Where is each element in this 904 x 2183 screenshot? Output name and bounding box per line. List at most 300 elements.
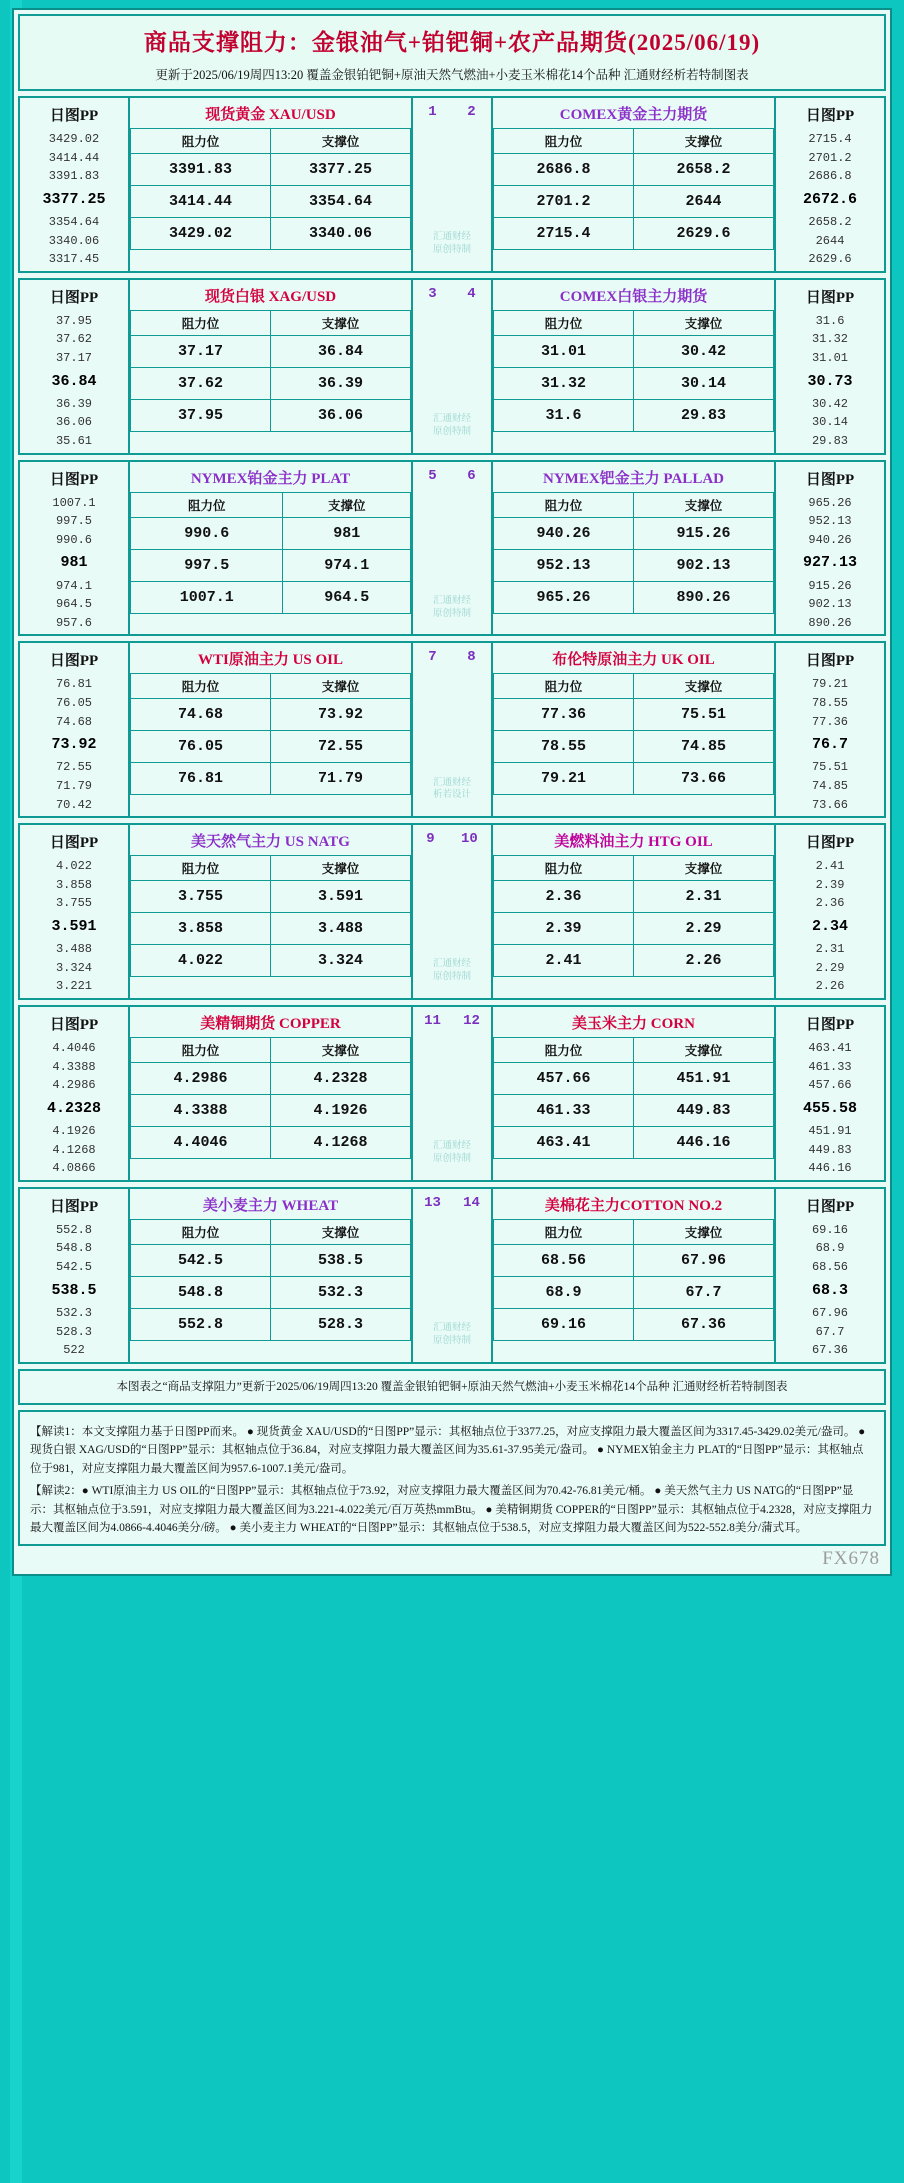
resist-cell: 31.32 xyxy=(494,367,634,399)
support-cell: 72.55 xyxy=(271,731,411,763)
resist-cell: 74.68 xyxy=(131,699,271,731)
instrument-panel-right xyxy=(491,98,776,271)
col-support: 支撑位 xyxy=(634,856,774,881)
pp-level: 2701.2 xyxy=(808,150,852,165)
pp-level: 2.29 xyxy=(815,960,845,975)
watermark-text: 汇通财经 原创特制 xyxy=(432,959,471,983)
resist-cell: 965.26 xyxy=(494,581,634,613)
pp-level: 1007.1 xyxy=(52,495,96,510)
instrument-panel-right xyxy=(491,1189,776,1362)
pp-level: 4.0866 xyxy=(52,1161,96,1176)
support-cell: 36.06 xyxy=(271,399,411,431)
table-row xyxy=(131,1095,411,1127)
levels-table xyxy=(130,128,411,250)
instrument-panel-left xyxy=(128,1007,413,1180)
support-cell: 3377.25 xyxy=(271,154,411,186)
pp-level: 35.61 xyxy=(55,434,92,449)
table-row xyxy=(131,1127,411,1159)
pp-level: 29.83 xyxy=(811,434,848,449)
block-index-column xyxy=(413,462,491,635)
block-number-left: 5 xyxy=(428,467,437,484)
block-number-right: 12 xyxy=(463,1013,480,1030)
instrument-title: 美燃料油主力 HTG OIL xyxy=(554,834,713,851)
resist-cell: 461.33 xyxy=(494,1095,634,1127)
table-row xyxy=(131,945,411,977)
pp-column-right xyxy=(776,462,884,635)
support-cell: 2.26 xyxy=(634,945,774,977)
pp-level: 76.05 xyxy=(55,696,92,711)
block-number-right: 6 xyxy=(467,467,476,484)
pp-level: 69.16 xyxy=(811,1222,848,1237)
resist-cell: 69.16 xyxy=(494,1308,634,1340)
pp-column-left xyxy=(20,1007,128,1180)
resist-cell: 2686.8 xyxy=(494,154,634,186)
block-number-left: 7 xyxy=(428,649,437,666)
pp-level: 2715.4 xyxy=(808,132,852,146)
support-cell: 3.324 xyxy=(271,945,411,977)
pp-level: 4.2986 xyxy=(52,1078,96,1093)
pp-level: 463.41 xyxy=(808,1041,852,1056)
pp-level: 890.26 xyxy=(808,615,852,630)
table-row xyxy=(494,581,774,613)
col-support: 支撑位 xyxy=(634,1038,774,1063)
footer-note-2: 【解读2：● WTI原油主力 US OIL的“日图PP”显示：其枢轴点位于73.92，对应支撑阻力最大覆盖区间为70.42-76.81美元/桶。 ● 美天然气主力 US NATG的“日图PP”显示：其枢轴点位于3.591，对应支撑阻力最大覆盖区间为3.221-4.022美元/百万英热mmBtu。 ● 美精铜期货 COPPER的“日图PP”显示：其枢轴点位于4.2328，对应支撑阻力最大覆盖区间为4.0866-4.4046美分/磅。 ● 美小麦主力 WHEAT的“日图PP”显示：其枢轴点位于538.5，对应支撑阻力最大覆盖区间为522-552.8美分/蒲式耳。 xyxy=(30,1485,873,1535)
col-resist: 阻力位 xyxy=(131,1219,271,1244)
support-cell: 446.16 xyxy=(634,1127,774,1159)
col-resist: 阻力位 xyxy=(494,129,634,154)
col-resist: 阻力位 xyxy=(494,674,634,699)
col-resist: 阻力位 xyxy=(494,856,634,881)
pp-column-left xyxy=(20,98,128,271)
pp-level: 974.1 xyxy=(55,578,92,593)
resist-cell: 1007.1 xyxy=(131,581,283,613)
col-resist: 阻力位 xyxy=(494,1038,634,1063)
pp-level: 461.33 xyxy=(808,1059,852,1074)
col-support: 支撑位 xyxy=(634,129,774,154)
pp-level: 31.01 xyxy=(811,351,848,365)
pp-column-right xyxy=(776,825,884,998)
footer-note-1: 【解读1：本文支撑阻力基于日图PP而来。 ● 现货黄金 XAU/USD的“日图PP”显示：其枢轴点位于3377.25，对应支撑阻力最大覆盖区间为3317.45-3429.02美元/盎司。 ● 现货白银 XAG/USD的“日图PP”显示：其枢轴点位于36.84，对应支撑阻力最大覆盖区间为35.61-37.95美元/盎司。 ● NYMEX铂金主力 PLAT的“日图PP”显示：其枢轴点位于981，对应支撑阻力最大覆盖区间为957.6-1007.1美元/盎司。 xyxy=(30,1426,866,1475)
resist-cell: 2715.4 xyxy=(494,218,634,250)
table-row xyxy=(131,399,411,431)
instrument-panel-left xyxy=(128,280,413,453)
block-index-column xyxy=(413,1189,491,1362)
resist-cell: 940.26 xyxy=(494,517,634,549)
support-cell: 528.3 xyxy=(271,1308,411,1340)
table-row xyxy=(131,335,411,367)
levels-table xyxy=(493,492,774,614)
pp-column-right xyxy=(776,280,884,453)
table-row xyxy=(494,945,774,977)
pp-level: 957.6 xyxy=(55,615,92,630)
instrument-title: NYMEX钯金主力 PALLAD xyxy=(543,470,724,487)
instrument-panel-right xyxy=(491,280,776,453)
resist-cell: 77.36 xyxy=(494,699,634,731)
pp-level: 542.5 xyxy=(55,1260,92,1275)
pp-level: 71.79 xyxy=(55,779,92,794)
block-number-right: 4 xyxy=(467,285,476,302)
watermark-text: 汇通财经 析若设计 xyxy=(432,777,471,801)
instrument-title: 现货黄金 XAU/USD xyxy=(205,107,336,123)
resist-cell: 457.66 xyxy=(494,1063,634,1095)
instrument-title: 美玉米主力 CORN xyxy=(572,1016,695,1033)
support-cell: 890.26 xyxy=(634,581,774,613)
pp-level: 3317.45 xyxy=(48,252,100,267)
col-resist: 阻力位 xyxy=(131,1038,271,1063)
pp-level: 68.3 xyxy=(811,1281,848,1299)
pp-label: 日图PP xyxy=(805,653,855,670)
instrument-block xyxy=(18,460,886,637)
pp-level: 997.5 xyxy=(55,514,92,529)
resist-cell: 3.755 xyxy=(131,881,271,913)
resist-cell: 997.5 xyxy=(131,549,283,581)
col-support: 支撑位 xyxy=(271,856,411,881)
pp-level: 2658.2 xyxy=(808,215,852,230)
pp-level: 451.91 xyxy=(808,1124,852,1139)
levels-table xyxy=(493,673,774,795)
pp-level: 4.3388 xyxy=(52,1059,96,1074)
table-row xyxy=(131,763,411,795)
levels-table xyxy=(130,492,411,614)
support-cell: 974.1 xyxy=(283,549,411,581)
pp-level: 3.858 xyxy=(55,877,92,892)
pp-level: 68.9 xyxy=(815,1241,845,1256)
watermark-text: 汇通财经 原创特制 xyxy=(432,1141,471,1165)
support-cell: 67.36 xyxy=(634,1308,774,1340)
pp-level: 548.8 xyxy=(55,1241,92,1256)
footer-summary: 本图表之“商品支撑阻力”更新于2025/06/19周四13:20 覆盖金银铂钯铜+原油天然气燃油+小麦玉米棉花14个品种 汇通财经析若特制图表 xyxy=(116,1380,788,1393)
resist-cell: 3.858 xyxy=(131,913,271,945)
pp-level: 3.755 xyxy=(55,896,92,911)
support-cell: 2629.6 xyxy=(634,218,774,250)
block-number-right: 14 xyxy=(463,1194,480,1211)
pp-level: 36.39 xyxy=(55,396,92,411)
col-resist: 阻力位 xyxy=(131,310,271,335)
instrument-title: COMEX白银主力期货 xyxy=(559,288,708,305)
resist-cell: 31.01 xyxy=(494,335,634,367)
instrument-panel-left xyxy=(128,825,413,998)
block-index-column xyxy=(413,1007,491,1180)
pp-level: 4.1268 xyxy=(52,1142,96,1157)
pp-level: 67.7 xyxy=(815,1324,845,1339)
table-row xyxy=(131,731,411,763)
pp-level: 73.66 xyxy=(811,797,848,812)
table-row xyxy=(131,1244,411,1276)
pp-level: 981 xyxy=(60,554,88,572)
table-row xyxy=(494,1308,774,1340)
pp-level: 37.62 xyxy=(55,332,92,347)
resist-cell: 68.9 xyxy=(494,1276,634,1308)
pp-level: 30.42 xyxy=(811,396,848,411)
resist-cell: 79.21 xyxy=(494,763,634,795)
block-number-right: 2 xyxy=(467,104,476,120)
pp-level: 31.32 xyxy=(811,332,848,347)
resist-cell: 76.81 xyxy=(131,763,271,795)
col-resist: 阻力位 xyxy=(131,856,271,881)
resist-cell: 542.5 xyxy=(131,1244,271,1276)
pp-level: 73.92 xyxy=(51,736,97,754)
pp-level: 528.3 xyxy=(55,1324,92,1339)
pp-level: 77.36 xyxy=(811,714,848,729)
support-cell: 451.91 xyxy=(634,1063,774,1095)
header-subtitle: 更新于2025/06/19周四13:20 覆盖金银铂钯铜+原油天然气燃油+小麦玉米棉花14个品种 汇通财经析若特制图表 xyxy=(155,68,749,82)
pp-level: 990.6 xyxy=(55,532,92,547)
instrument-title: 美天然气主力 US NATG xyxy=(191,834,350,851)
support-cell: 2644 xyxy=(634,186,774,218)
col-support: 支撑位 xyxy=(634,492,774,517)
support-cell: 3340.06 xyxy=(271,218,411,250)
pp-level: 3.488 xyxy=(55,942,92,957)
levels-table xyxy=(493,128,774,250)
instrument-panel-right xyxy=(491,1007,776,1180)
instrument-title: 美棉花主力COTTON NO.2 xyxy=(544,1197,723,1214)
pp-level: 79.21 xyxy=(811,677,848,692)
pp-level: 964.5 xyxy=(55,597,92,612)
resist-cell: 4.4046 xyxy=(131,1127,271,1159)
pp-level: 37.17 xyxy=(55,351,92,365)
col-support: 支撑位 xyxy=(271,1038,411,1063)
table-row xyxy=(131,581,411,613)
pp-level: 4.2328 xyxy=(46,1099,101,1117)
col-support: 支撑位 xyxy=(634,674,774,699)
table-row xyxy=(131,154,411,186)
table-row xyxy=(494,517,774,549)
resist-cell: 990.6 xyxy=(131,517,283,549)
instrument-title: 美精铜期货 COPPER xyxy=(200,1016,341,1033)
pp-level: 3377.25 xyxy=(42,190,106,208)
table-row xyxy=(494,881,774,913)
support-cell: 964.5 xyxy=(283,581,411,613)
pp-label: 日图PP xyxy=(49,653,99,670)
support-cell: 67.96 xyxy=(634,1244,774,1276)
footer xyxy=(18,1369,886,1405)
pp-label: 日图PP xyxy=(805,1017,855,1034)
table-row xyxy=(494,1127,774,1159)
levels-table xyxy=(493,1037,774,1159)
block-number-left: 1 xyxy=(428,104,437,120)
pp-level: 2.26 xyxy=(815,979,845,994)
table-row xyxy=(131,1308,411,1340)
pp-level: 75.51 xyxy=(811,760,848,775)
table-row xyxy=(131,1063,411,1095)
block-number-left: 11 xyxy=(424,1013,441,1030)
pp-level: 522 xyxy=(63,1343,85,1358)
pp-level: 74.85 xyxy=(811,779,848,794)
pp-column-right xyxy=(776,1189,884,1362)
col-resist: 阻力位 xyxy=(131,674,271,699)
levels-table xyxy=(493,1219,774,1341)
col-resist: 阻力位 xyxy=(131,492,283,517)
resist-cell: 2.36 xyxy=(494,881,634,913)
pp-label: 日图PP xyxy=(49,108,99,124)
col-support: 支撑位 xyxy=(634,1219,774,1244)
pp-level: 3340.06 xyxy=(48,233,100,248)
watermark-text: 汇通财经 原创特制 xyxy=(432,595,471,619)
col-resist: 阻力位 xyxy=(131,129,271,154)
pp-label: 日图PP xyxy=(805,289,855,306)
instrument-block xyxy=(18,278,886,455)
col-resist: 阻力位 xyxy=(494,492,634,517)
block-number-left: 13 xyxy=(424,1194,441,1211)
pp-level: 457.66 xyxy=(808,1078,852,1093)
support-cell: 3.488 xyxy=(271,913,411,945)
levels-table xyxy=(130,673,411,795)
resist-cell: 2.39 xyxy=(494,913,634,945)
table-row xyxy=(494,549,774,581)
levels-table xyxy=(130,310,411,432)
resist-cell: 2.41 xyxy=(494,945,634,977)
pp-level: 2644 xyxy=(815,233,845,248)
pp-level: 3391.83 xyxy=(48,169,100,184)
instrument-panel-left xyxy=(128,643,413,816)
pp-label: 日图PP xyxy=(49,289,99,306)
pp-label: 日图PP xyxy=(805,1198,855,1215)
pp-level: 31.6 xyxy=(815,313,845,328)
pp-level: 37.95 xyxy=(55,313,92,328)
levels-table xyxy=(493,855,774,977)
resist-cell: 3391.83 xyxy=(131,154,271,186)
table-row xyxy=(131,186,411,218)
table-row xyxy=(494,913,774,945)
instrument-title: COMEX黄金主力期货 xyxy=(559,107,708,123)
pp-level: 446.16 xyxy=(808,1161,852,1176)
support-cell: 29.83 xyxy=(634,399,774,431)
support-cell: 2658.2 xyxy=(634,154,774,186)
pp-column-left xyxy=(20,1189,128,1362)
support-cell: 532.3 xyxy=(271,1276,411,1308)
support-cell: 30.14 xyxy=(634,367,774,399)
pp-level: 3.221 xyxy=(55,979,92,994)
pp-level: 2.41 xyxy=(815,859,845,874)
block-index-column xyxy=(413,825,491,998)
pp-column-left xyxy=(20,643,128,816)
pp-level: 3.324 xyxy=(55,960,92,975)
resist-cell: 31.6 xyxy=(494,399,634,431)
pp-level: 36.06 xyxy=(55,415,92,430)
instrument-title: WTI原油主力 US OIL xyxy=(197,652,344,669)
instrument-panel-right xyxy=(491,462,776,635)
resist-cell: 952.13 xyxy=(494,549,634,581)
support-cell: 73.92 xyxy=(271,699,411,731)
resist-cell: 4.3388 xyxy=(131,1095,271,1127)
support-cell: 3354.64 xyxy=(271,186,411,218)
col-support: 支撑位 xyxy=(283,492,411,517)
pp-level: 915.26 xyxy=(808,578,852,593)
pp-column-left xyxy=(20,825,128,998)
resist-cell: 37.62 xyxy=(131,367,271,399)
brand-watermark: FX678 xyxy=(822,1548,880,1570)
instrument-block xyxy=(18,641,886,818)
resist-cell: 2701.2 xyxy=(494,186,634,218)
pp-level: 78.55 xyxy=(811,696,848,711)
pp-label: 日图PP xyxy=(49,1017,99,1034)
table-row xyxy=(494,1095,774,1127)
pp-level: 927.13 xyxy=(802,554,857,572)
resist-cell: 37.95 xyxy=(131,399,271,431)
instrument-block xyxy=(18,1005,886,1182)
pp-level: 902.13 xyxy=(808,597,852,612)
pp-level: 2.36 xyxy=(815,896,845,911)
support-cell: 71.79 xyxy=(271,763,411,795)
pp-level: 532.3 xyxy=(55,1305,92,1320)
table-row xyxy=(494,335,774,367)
pp-level: 30.14 xyxy=(811,415,848,430)
col-support: 支撑位 xyxy=(271,310,411,335)
pp-level: 36.84 xyxy=(51,372,97,390)
pp-level: 67.36 xyxy=(811,1343,848,1358)
pp-column-right xyxy=(776,643,884,816)
pp-label: 日图PP xyxy=(805,471,855,488)
pp-column-right xyxy=(776,1007,884,1180)
instrument-block xyxy=(18,823,886,1000)
pp-level: 4.1926 xyxy=(52,1124,96,1139)
pp-level: 76.81 xyxy=(55,677,92,692)
block-number-left: 3 xyxy=(428,285,437,302)
pp-level: 76.7 xyxy=(811,736,848,754)
pp-level: 2.39 xyxy=(815,877,845,892)
block-number-right: 8 xyxy=(467,649,476,666)
table-row xyxy=(131,218,411,250)
resist-cell: 3414.44 xyxy=(131,186,271,218)
pp-level: 3414.44 xyxy=(48,150,100,165)
block-number-left: 9 xyxy=(426,831,435,848)
pp-column-left xyxy=(20,280,128,453)
blocks-container xyxy=(18,96,886,1364)
page-title: 商品支撑阻力：金银油气+铂钯铜+农产品期货(2025/06/19) xyxy=(143,30,761,55)
watermark-text: 汇通财经 原创特制 xyxy=(432,414,471,437)
table-row xyxy=(494,154,774,186)
table-row xyxy=(131,549,411,581)
pp-level: 2686.8 xyxy=(808,169,852,184)
pp-label: 日图PP xyxy=(49,835,99,852)
pp-level: 70.42 xyxy=(55,797,92,812)
levels-table xyxy=(130,855,411,977)
pp-column-left xyxy=(20,462,128,635)
support-cell: 449.83 xyxy=(634,1095,774,1127)
instrument-title: 美小麦主力 WHEAT xyxy=(202,1197,339,1214)
pp-level: 4.4046 xyxy=(52,1041,96,1056)
resist-cell: 37.17 xyxy=(131,335,271,367)
pp-level: 72.55 xyxy=(55,760,92,775)
pp-level: 538.5 xyxy=(51,1281,97,1299)
pp-level: 2629.6 xyxy=(808,252,852,267)
table-row xyxy=(494,399,774,431)
instrument-panel-right xyxy=(491,825,776,998)
instrument-title: 布伦特原油主力 UK OIL xyxy=(552,652,715,669)
table-row xyxy=(131,913,411,945)
pp-level: 3354.64 xyxy=(48,215,100,230)
resist-cell: 4.022 xyxy=(131,945,271,977)
resist-cell: 548.8 xyxy=(131,1276,271,1308)
pp-level: 965.26 xyxy=(808,495,852,510)
watermark-text: 汇通财经 原创特制 xyxy=(432,232,471,255)
block-index-column xyxy=(413,98,491,271)
instrument-block xyxy=(18,1187,886,1364)
pp-level: 449.83 xyxy=(808,1142,852,1157)
table-row xyxy=(494,763,774,795)
support-cell: 73.66 xyxy=(634,763,774,795)
pp-level: 4.022 xyxy=(55,859,92,874)
table-row xyxy=(131,699,411,731)
col-resist: 阻力位 xyxy=(494,310,634,335)
support-cell: 538.5 xyxy=(271,1244,411,1276)
instrument-title: 现货白银 XAG/USD xyxy=(204,288,337,305)
support-cell: 67.7 xyxy=(634,1276,774,1308)
support-cell: 981 xyxy=(283,517,411,549)
col-support: 支撑位 xyxy=(271,674,411,699)
support-cell: 2.29 xyxy=(634,913,774,945)
resist-cell: 4.2986 xyxy=(131,1063,271,1095)
